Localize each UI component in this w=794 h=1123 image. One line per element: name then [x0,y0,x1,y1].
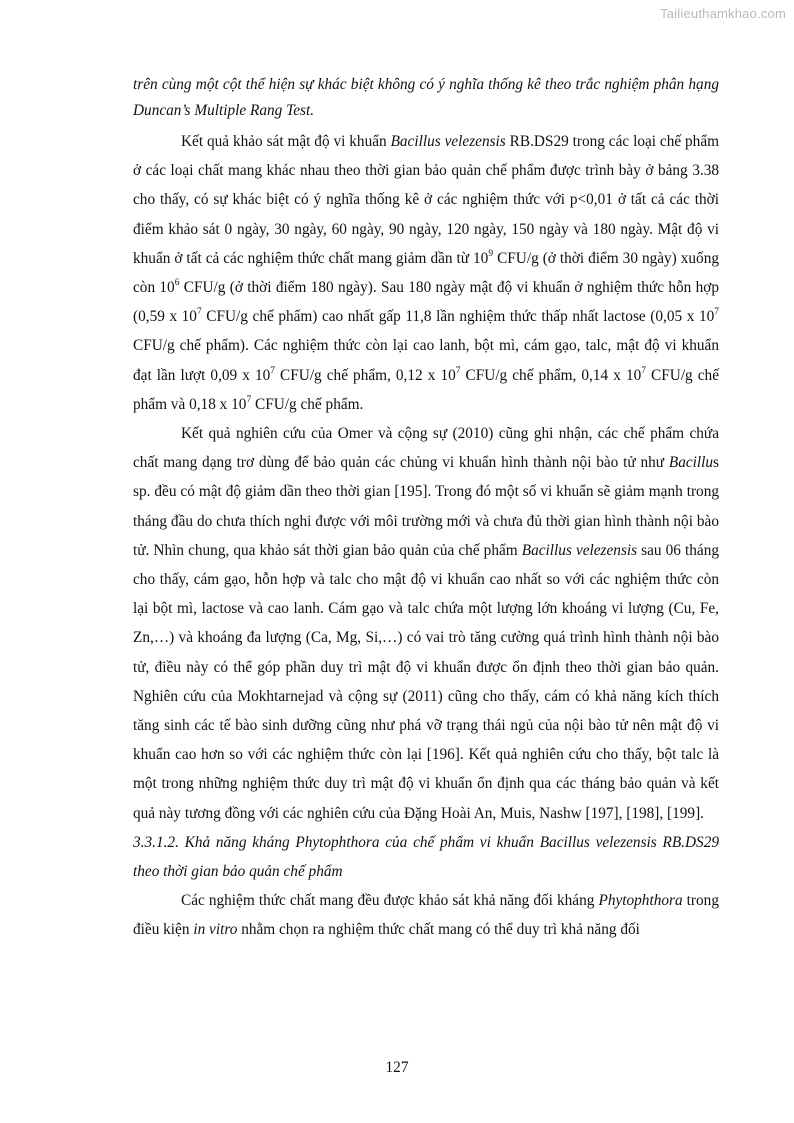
watermark: Tailieuthamkhao.com [660,6,786,21]
paragraph-1: Kết quả khảo sát mật độ vi khuẩn Bacillus velezensis RB.DS29 trong các loại chế phẩm ở các loại chất mang khác nhau theo thời gian bảo quản chế phẩm được trình bày ở bảng 3.38 cho thấy, có sự khác biệt có ý nghĩa thống kê ở các nghiệm thức với p<0,01 ở tất cả các thời điểm khảo sát 0 ngày, 30 ngày, 60 ngày, 90 ngày, 120 ngày, 150 ngày và 180 ngày. Mật độ vi khuẩn ở tất cả các nghiệm thức chất mang giảm dần từ $10^9$ CFU/g (ở thời điểm 30 ngày) xuống còn $10^6$ CFU/g (ở thời điểm 180 ngày). Sau 180 ngày mật độ vi khuẩn ở nghiệm thức hỗn hợp (0,59 x $10^7$ CFU/g chế phẩm) cao nhất gấp 11,8 lần nghiệm thức thấp nhất lactose (0,05 x $10^7$ CFU/g chế phẩm). Các nghiệm thức còn lại cao lanh, bột mì, cám gạo, talc, mật độ vi khuẩn đạt lần lượt 0,09 x $10^7$ CFU/g chế phẩm, 0,12 x $10^7$ CFU/g chế phẩm, 0,14 x $10^7$ CFU/g chế phẩm và 0,18 x $10^7$ CFU/g chế phẩm. [133,133,720,413]
page-number: 127 [385,1059,409,1076]
table-footnote: trên cùng một cột thể hiện sự khác biệt không có ý nghĩa thống kê theo trắc nghiệm phân hạng Duncan’s Multiple Rang Test. [133,76,719,119]
paragraph-2: Kết quả nghiên cứu của Omer và cộng sự (2010) cũng ghi nhận, các chế phẩm chứa chất mang dạng trơ dùng để bảo quản các chủng vi khuẩn hình thành nội bào tử như Bacillus sp. đều có mật độ giảm dần theo thời gian [195]. Trong đó một số vi khuẩn sẽ giảm mạnh trong tháng đầu do chưa thích nghi được với môi trường mới và chưa đủ thời gian hình thành nội bào tử. Nhìn chung, qua khảo sát thời gian bảo quản của chế phẩm Bacillus velezensis sau 06 tháng cho thấy, cám gạo, hỗn hợp và talc cho mật độ vi khuẩn cao nhất so với các nghiệm thức còn lại bột mì, lactose và cao lanh. Cám gạo và talc chứa một lượng lớn khoáng vi lượng (Cu, Fe, Zn,…) và khoáng đa lượng (Ca, Mg, Si,…) có vai trò tăng cường quá trình hình thành nội bào tử, điều này có thể góp phần duy trì mật độ vi khuẩn được ổn định theo thời gian bảo quản. Nghiên cứu của Mokhtarnejad và cộng sự (2011) cũng cho thấy, cám có khả năng kích thích tăng sinh các tế bào sinh dưỡng cũng như phá vỡ trạng thái ngủ của nội bào tử nên mật độ vi khuẩn cao hơn so với các nghiệm thức còn lại [196]. Kết quả nghiên cứu cho thấy, bột talc là một trong những nghiệm thức duy trì mật độ vi khuẩn ổn định qua các tháng bảo quản và kết quả này tương đồng với các nghiên cứu của Đặng Hoài An, Muis, Nashw [197], [198], [199]. [133,425,719,822]
paragraph-3: Các nghiệm thức chất mang đều được khảo sát khả năng đối kháng Phytophthora trong điều kiện in vitro nhằm chọn ra nghiệm thức chất mang có thể duy trì khả năng đối [133,892,719,939]
section-heading: 3.3.1.2. Khả năng kháng Phytophthora của chế phẩm vi khuẩn Bacillus velezensis RB.DS29 theo thời gian bảo quản chế phẩm [133,833,719,881]
page-body [133,72,719,945]
